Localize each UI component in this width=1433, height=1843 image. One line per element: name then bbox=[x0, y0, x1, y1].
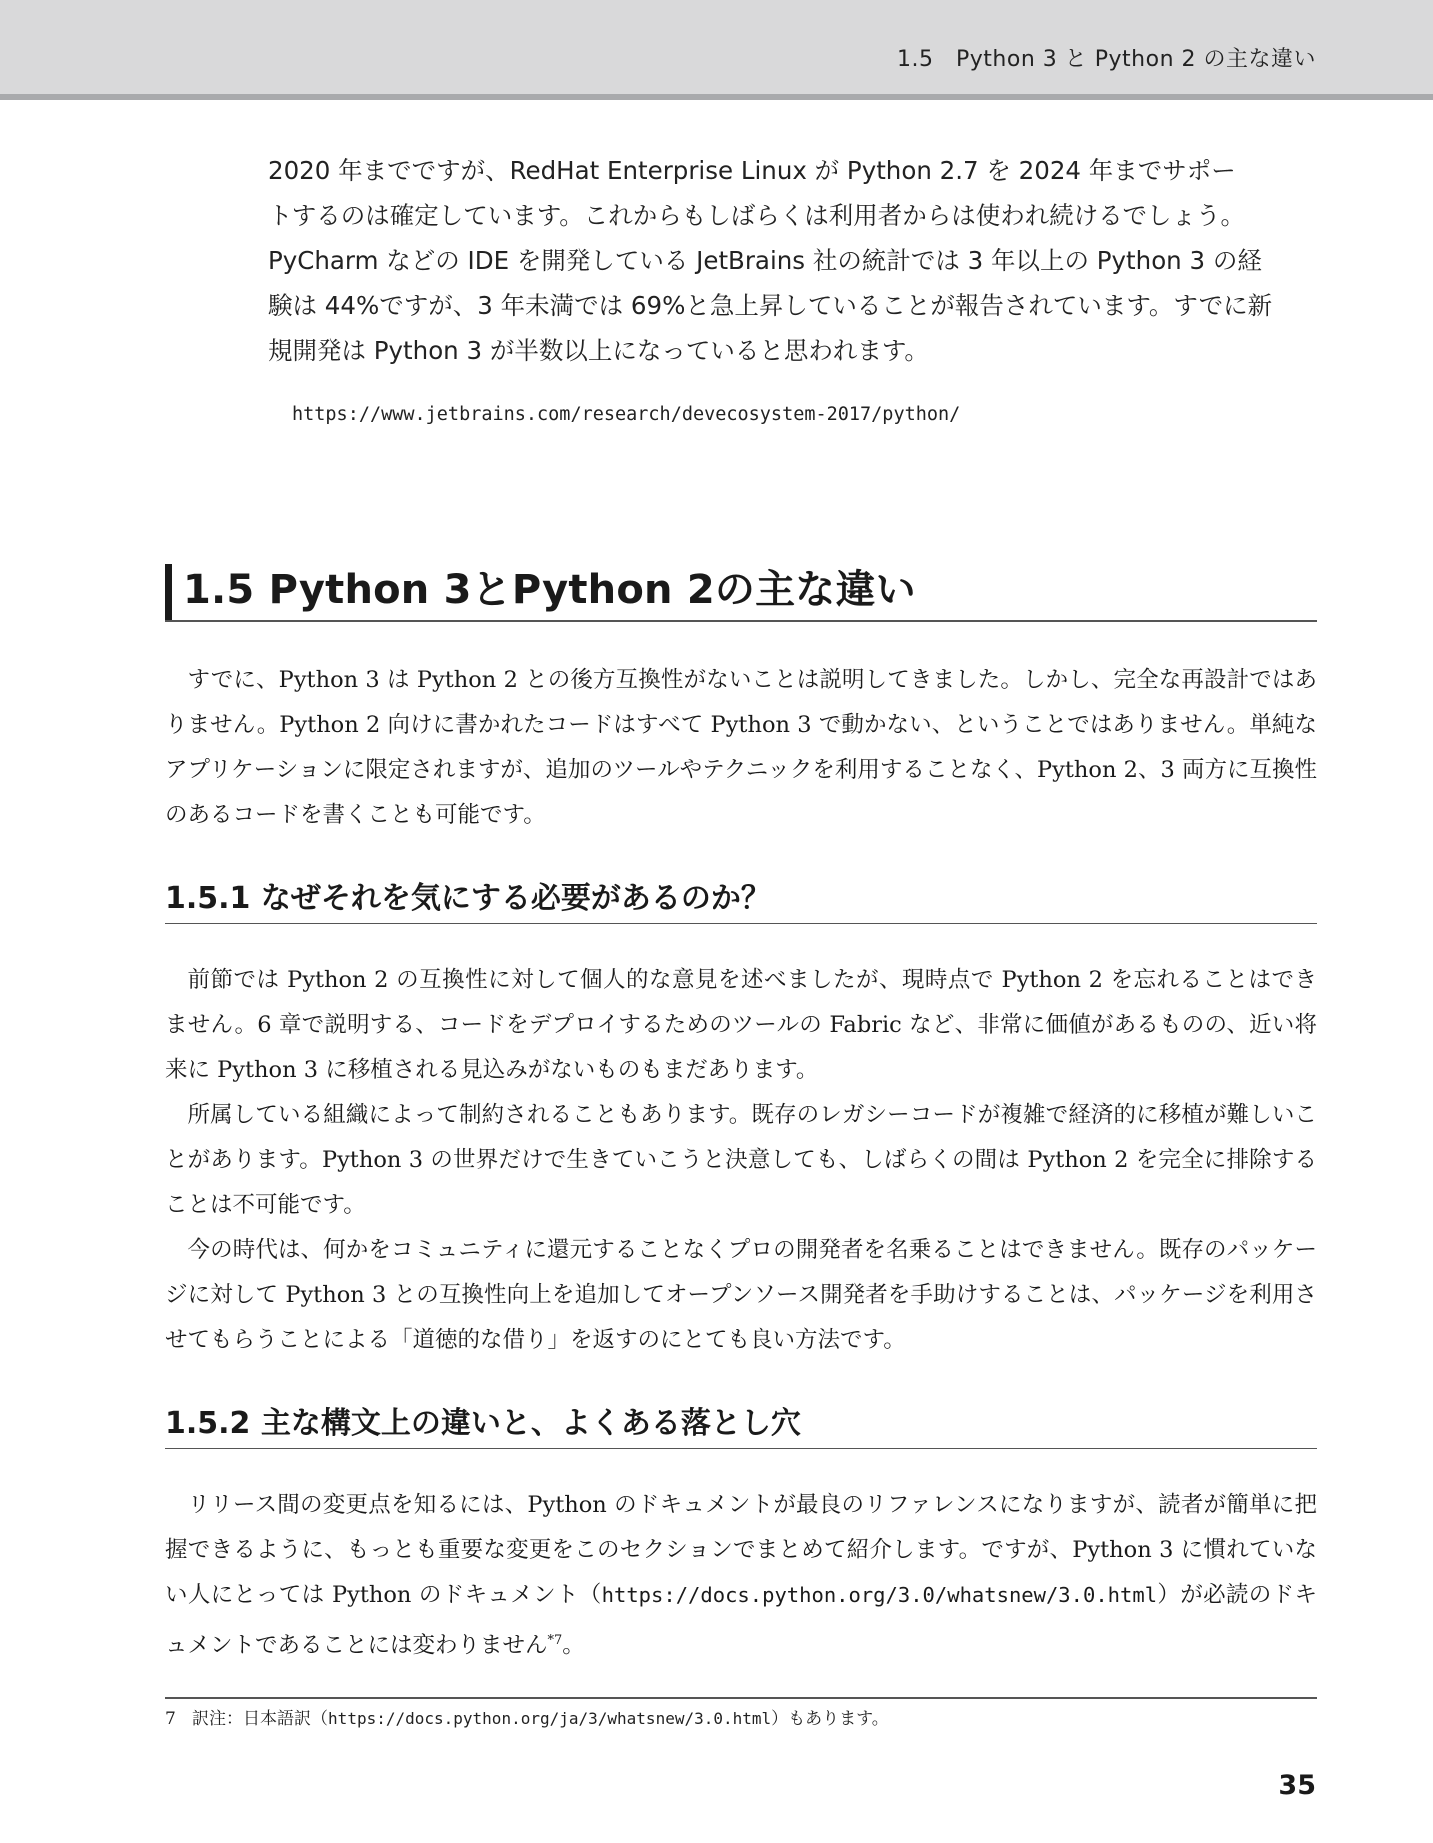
text: 。 bbox=[562, 1632, 585, 1659]
section-intro bbox=[165, 658, 1317, 838]
whatsnew-url[interactable]: https://docs.python.org/3.0/whatsnew/3.0.html bbox=[601, 1583, 1158, 1607]
intro-paragraph: すでに、Python 3 は Python 2 との後方互換性がないことは説明してきました。しかし、完全な再設計ではありません。Python 2 向けに書かれたコードはすべて Python 3 で動かない、ということではありません。単純なアプリケーションに限定されますが、追加のツールやテクニックを利用することなく、Python 2、3 両方に互換性のあるコードを書くことも可能です。 bbox=[165, 667, 1317, 828]
text: ）が必読のドキュメントであることには変わりません bbox=[165, 1582, 1317, 1659]
note-line: 験は 44%ですが、3 年未満では 69%と急上昇していることが報告されています。すでに新 bbox=[268, 291, 1273, 320]
note-box bbox=[268, 148, 1318, 373]
note-line: 規開発は Python 3 が半数以上になっていると思われます。 bbox=[268, 336, 929, 365]
subsection-1-body bbox=[165, 958, 1317, 1363]
text: リリース間の変更点を知るには、Python のドキュメントが最良のリファレンスになりますが、読者が簡単に把握できるように、もっとも重要な変更をこのセクションでまとめて紹介します。ですが、Python 3 に慣れていない人にとっては Python のドキュメント（ bbox=[165, 1492, 1317, 1608]
paragraph: 前節では Python 2 の互換性に対して個人的な意見を述べましたが、現時点で Python 2 を忘れることはできません。6 章で説明する、コードをデプロイするためのツールの Fabric など、非常に価値があるものの、近い将来に Python 3 に移植される見込みがないものもまだあります。 bbox=[165, 967, 1317, 1083]
paragraph bbox=[165, 1483, 1317, 1669]
section-heading bbox=[165, 564, 1317, 622]
footnote-ref[interactable]: *7 bbox=[547, 1633, 563, 1648]
paragraph: 今の時代は、何かをコミュニティに還元することなくプロの開発者を名乗ることはできません。既存のパッケージに対して Python 3 との互換性向上を追加してオープンソース開発者を手助けすることは、パッケージを利用させてもらうことによる「道徳的な借り」を返すのにとても良い方法です。 bbox=[165, 1237, 1317, 1353]
note-line: トするのは確定しています。これからもしばらくは利用者からは使われ続けるでしょう。 bbox=[268, 201, 1246, 230]
subsection-2-body bbox=[165, 1483, 1317, 1669]
header-rule bbox=[0, 94, 1433, 100]
subsection-title-2: 1.5.2 主な構文上の違いと、よくある落とし穴 bbox=[165, 1406, 801, 1441]
footnote-number: 7 bbox=[165, 1709, 176, 1729]
note-line: 2020 年までですが、RedHat Enterprise Linux が Python 2.7 を 2024 年までサポー bbox=[268, 156, 1236, 185]
page-number: 35 bbox=[1278, 1770, 1316, 1801]
subsection-heading-1 bbox=[165, 873, 1317, 924]
footnote-url[interactable]: https://docs.python.org/ja/3/whatsnew/3.0.html bbox=[328, 1709, 772, 1728]
jetbrains-url[interactable]: https://www.jetbrains.com/research/devecosystem-2017/python/ bbox=[292, 404, 961, 425]
running-head: 1.5 Python 3 と Python 2 の主な違い bbox=[897, 47, 1316, 72]
footnote-text: ）もあります。 bbox=[771, 1709, 889, 1729]
section-title: 1.5 Python 3とPython 2の主な違い bbox=[183, 567, 916, 613]
paragraph: 所属している組織によって制約されることもあります。既存のレガシーコードが複雑で経済的に移植が難しいことがあります。Python 3 の世界だけで生きていこうと決意しても、しばらくの間は Python 2 を完全に排除することは不可能です。 bbox=[165, 1102, 1317, 1218]
heading-bar bbox=[165, 564, 172, 620]
subsection-title-1: 1.5.1 なぜそれを気にする必要があるのか？ bbox=[165, 881, 771, 916]
footnote-text: 訳注：日本語訳（ bbox=[192, 1709, 329, 1729]
footnote bbox=[165, 1704, 889, 1734]
footnote-rule bbox=[165, 1697, 1317, 1699]
subsection-heading-2 bbox=[165, 1398, 1317, 1449]
note-line: PyCharm などの IDE を開発している JetBrains 社の統計では 3 年以上の Python 3 の経 bbox=[268, 246, 1262, 275]
